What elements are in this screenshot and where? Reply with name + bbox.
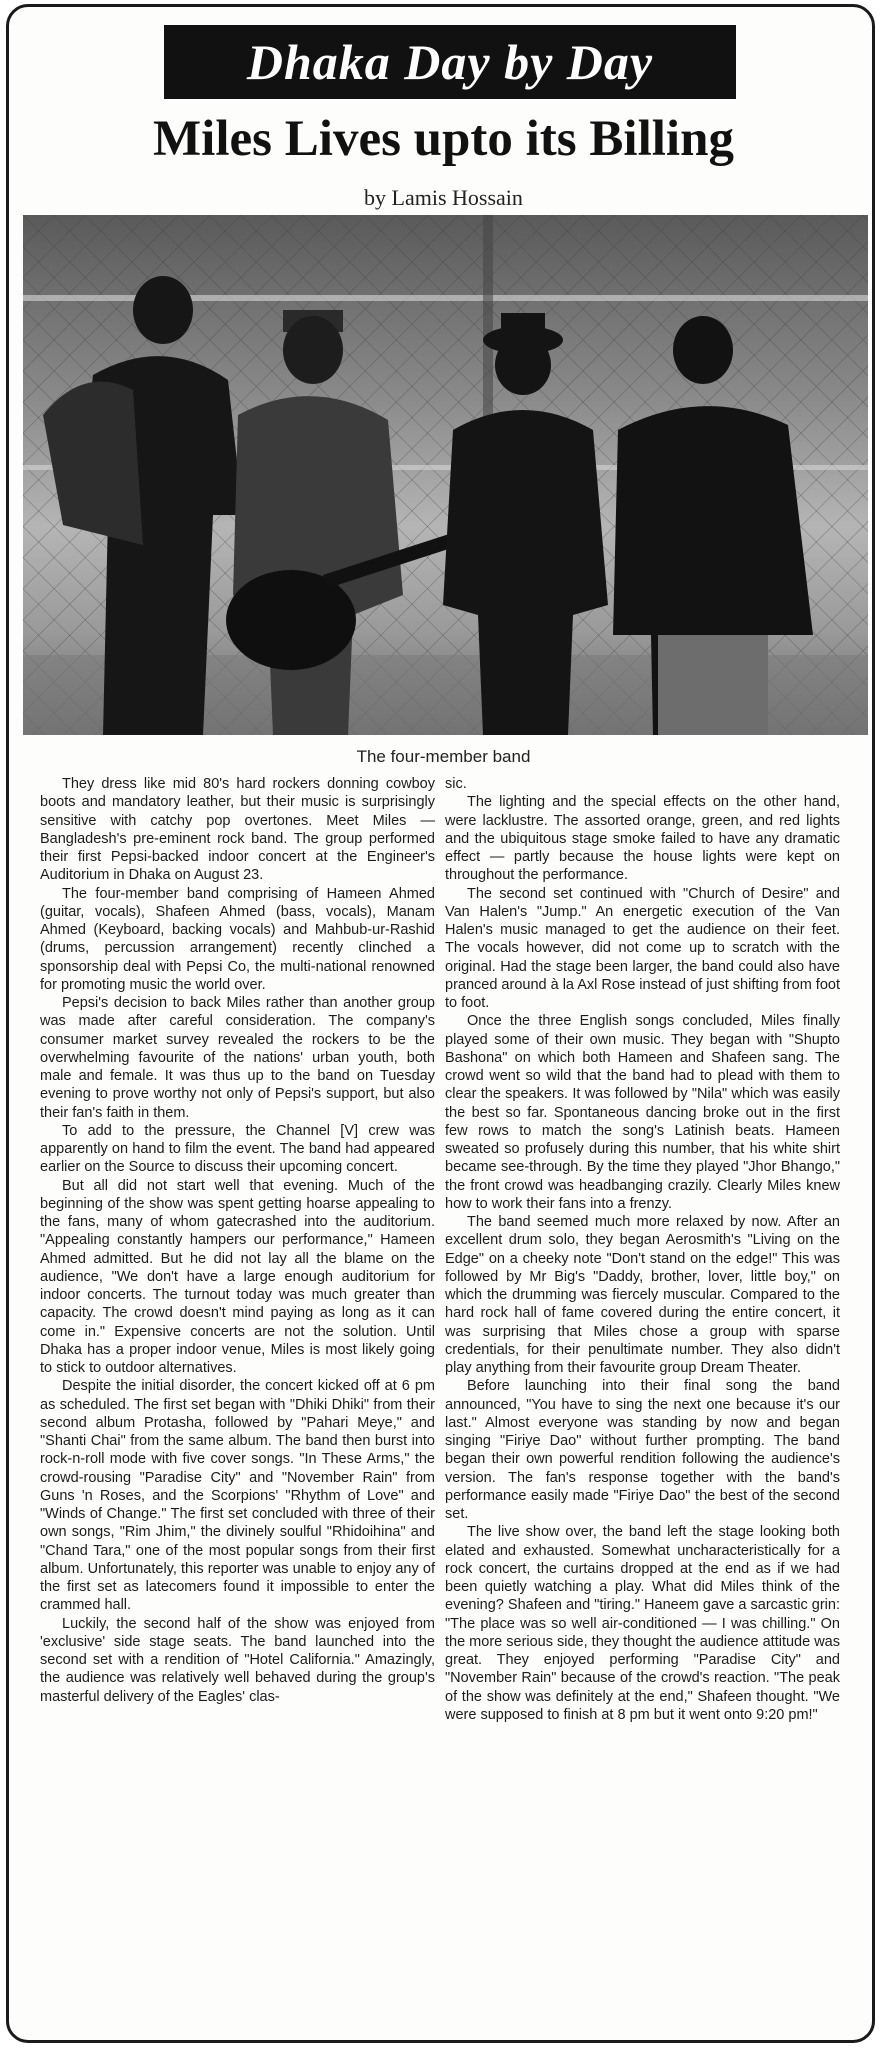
band-photo-illustration: [23, 215, 868, 735]
newspaper-clipping: [6, 4, 875, 2043]
paragraph: The second set continued with "Church of Desire" and Van Halen's "Jump." An energetic execution of the Van Halen's music managed to get the audience on their feet. The vocals however, did not come up to scratch with the original. Had the stage been larger, the band could also have pranced around à la Axl Rose instead of just shifting from foot to foot.: [445, 885, 840, 1011]
paragraph: The band seemed much more relaxed by now. After an excellent drum solo, they began Aerosmith's "Living on the Edge" on a cheeky note "Don't stand on the edge!" This was followed by Mr Big's "Daddy, brother, lover, little boy," on which the drumming was fiercely muscular. Compared to the hard rock hall of fame covered during the entire concert, it was surprising that Miles chose a group with sparse credentials, for their penultimate number. They also didn't play anything from their favourite group Dream Theater.: [445, 1214, 840, 1376]
paragraph: The four-member band comprising of Hameen Ahmed (guitar, vocals), Shafeen Ahmed (bass, vocals), Manam Ahmed (Keyboard, backing vocals) and Mahbub-ur-Rashid (drums, percussion arrangement) recently clinched a sponsorship deal with Pepsi Co, the multi-national renowned for promoting music the world over.: [40, 885, 435, 993]
paragraph: They dress like mid 80's hard rockers donning cowboy boots and mandatory leather, but their music is surprisingly sensitive with catchy pop overtones. Meet Miles — Bangladesh's pre-eminent rock band. The group performed their first Pepsi-backed indoor concert at the Engineer's Auditorium in Dhaka on August 23.: [40, 776, 435, 884]
paragraph: Before launching into their final song the band announced, "You have to sing the next one because it's our last." Almost everyone was standing by now and began singing "Firiye Dao" without further prompting. The band began their own powerful rendition following the audience's version. The fan's response together with the band's performance easily made "Firiye Dao" the best of the second set.: [445, 1378, 840, 1522]
paragraph: The live show over, the band left the stage looking both elated and exhausted. Somewhat uncharacteristically for a rock concert, the curtains dropped at the end as if we had been quietly watching a play. What did Miles think of the evening? Shafeen and "tiring." Haneem gave a sarcastic grin: "The place was so well air-conditioned — I was chilling." On the more serious side, they thought the audience attitude was great. They enjoyed performing "Paradise City" and "November Rain" because of the crowd's reaction. "The peak of the show was definitely at the end," Shafeen thought. "We were supposed to finish at 8 pm but it went onto 9:20 pm!": [445, 1524, 840, 1723]
paragraph: Once the three English songs concluded, Miles finally played some of their own music. They began with "Shupto Bashona" on which both Hameen and Shafeen sang. The crowd went so wild that the band had to plead with them to clear the speakers. It was followed by "Nila" which was easily the best so far. Spontaneous dancing broke out in the first few rows to match the song's Latinish beats. Hameen sweated so profusely during this number, that his white shirt became see-through. By the time they played "Jhor Bhango," the front crowd was headbanging crazily. Clearly Miles knew how to work their fans into a frenzy.: [445, 1013, 840, 1212]
paragraph: But all did not start well that evening. Much of the beginning of the show was spent getting hoarse appealing to the fans, many of whom gatecrashed into the auditorium. "Appealing constantly hampers our performance," Hameen Ahmed admitted. But he did not lay all the blame on the audience, "We don't have a large enough auditorium for indoor concerts. The turnout today was much greater than capacity. The crowd doesn't mind paying as long as it can come in." Expensive concerts are not the solution. Until Dhaka has a proper indoor venue, Miles is most likely going to stick to outdoor alternatives.: [40, 1177, 435, 1376]
section-banner: Dhaka Day by Day: [164, 25, 736, 99]
byline: by Lamis Hossain: [364, 185, 523, 210]
paragraph: Pepsi's decision to back Miles rather than another group was made after careful consideration. The company's consumer market survey revealed the rockers to be the overwhelming favourite of the nations' urban youth, both male and female. It was thus up to the band on Tuesday evening to prove worthy not only of Pepsi's support, but also their fan's faith in them.: [40, 995, 435, 1121]
paragraph: The lighting and the special effects on the other hand, were lacklustre. The assorted orange, green, and red lights and the ubiquitous stage smoke failed to have any dramatic effect — partly because the house lights were kept on throughout the performance.: [445, 794, 840, 884]
article-column-right: [445, 775, 840, 1724]
paragraph: Luckily, the second half of the show was enjoyed from 'exclusive' side stage seats. The band launched into the second set with a rendition of "Hotel California." Amazingly, the audience was relatively well behaved during the group's masterful delivery of the Eagles' clas-: [40, 1615, 435, 1705]
paragraph: Despite the initial disorder, the concert kicked off at 6 pm as scheduled. The first set began with "Dhiki Dhiki" from their second album Protasha, followed by "Pahari Meye," and "Shanti Chai" from the same album. The band then burst into rock-n-roll mode with five cover songs. "In These Arms," the crowd-rousing "Paradise City" and "November Rain" from Guns 'n Roses, and the Scorpions' "Rhythm of Love" and "Winds of Change." The first set concluded with three of their own songs, "Rim Jhim," the divinely soulful "Rhidoihina" and "Chand Tara," one of the most popular songs from their first album. Unfortunately, this reporter was unable to enjoy any of the first set as latecomers found it impossible to enter the crammed hall.: [40, 1378, 435, 1614]
paragraph: To add to the pressure, the Channel [V] crew was apparently on hand to film the event. The band had appeared earlier on the Source to discuss their upcoming concert.: [40, 1122, 435, 1176]
article-column-left: [40, 775, 435, 1706]
photo-caption: The four-member band: [356, 747, 531, 766]
band-photo: [23, 215, 868, 735]
headline: Miles Lives upto its Billing: [153, 111, 734, 167]
paragraph: sic.: [445, 776, 467, 792]
